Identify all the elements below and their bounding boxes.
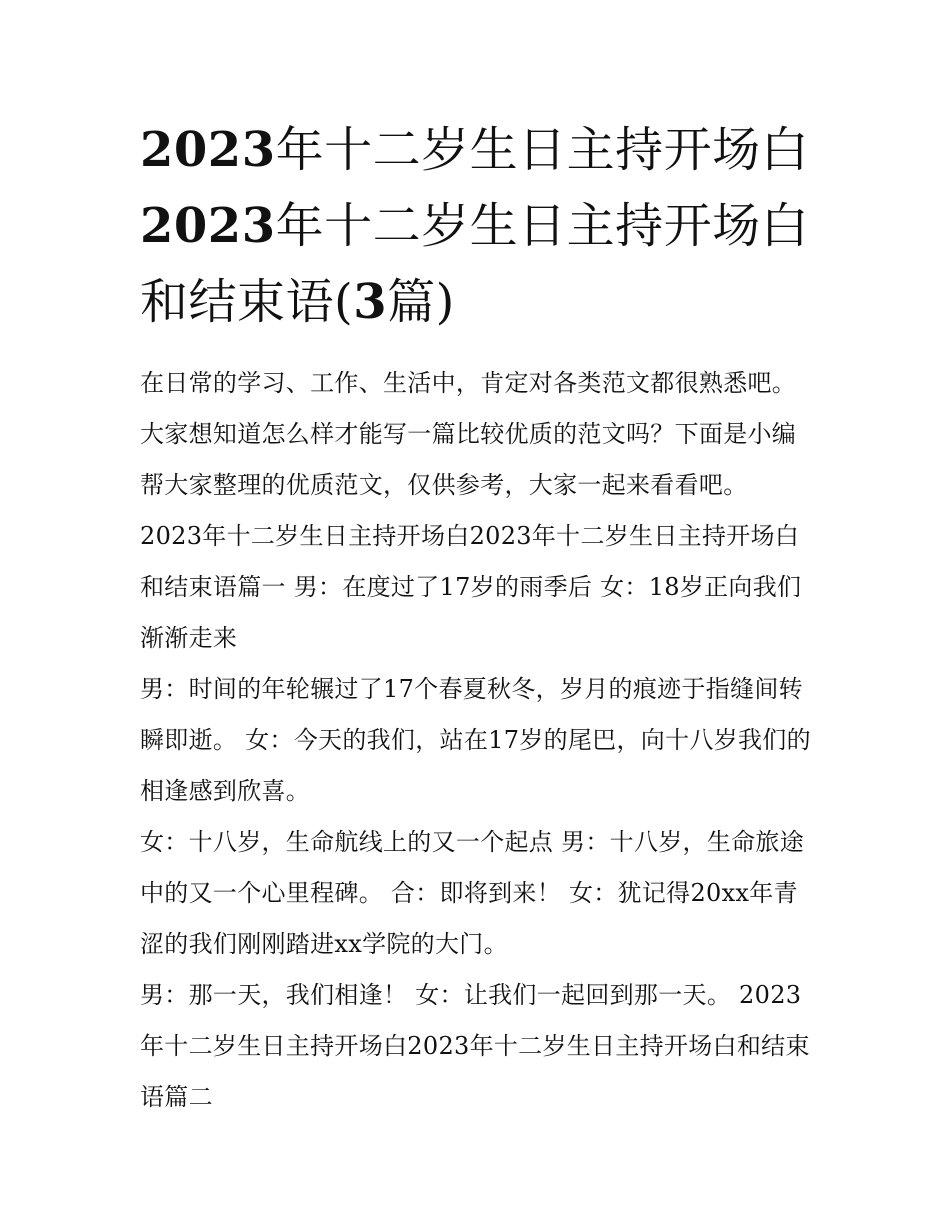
- document-page: [140, 112, 820, 1123]
- paragraph-dialogue-1: 男：时间的年轮辗过了17个春夏秋冬，岁月的痕迹于指缝间转瞬即逝。 女：今天的我们，站在17岁的尾巴，向十八岁我们的相逢感到欣喜。: [140, 675, 811, 805]
- document-title: 2023年十二岁生日主持开场白2023年十二岁生日主持开场白和结束语(3篇): [140, 122, 810, 330]
- paragraph-dialogue-3: 男：那一天，我们相逢！ 女：让我们一起回到那一天。 2023年十二岁生日主持开场白2023年十二岁生日主持开场白和结束语篇二: [140, 981, 810, 1111]
- paragraph-part-one: 2023年十二岁生日主持开场白2023年十二岁生日主持开场白和结束语篇一 男：在度过了17岁的雨季后 女：18岁正向我们渐渐走来: [140, 522, 802, 652]
- paragraph-dialogue-2: 女：十八岁，生命航线上的又一个起点 男：十八岁，生命旅途中的又一个心里程碑。 合：即将到来！ 女：犹记得20xx年青涩的我们刚刚踏进xx学院的大门。: [140, 828, 805, 958]
- document-body: [140, 358, 820, 1123]
- paragraph-intro: 在日常的学习、工作、生活中，肯定对各类范文都很熟悉吧。大家想知道怎么样才能写一篇比较优质的范文吗？下面是小编帮大家整理的优质范文，仅供参考，大家一起来看看吧。: [140, 369, 797, 499]
